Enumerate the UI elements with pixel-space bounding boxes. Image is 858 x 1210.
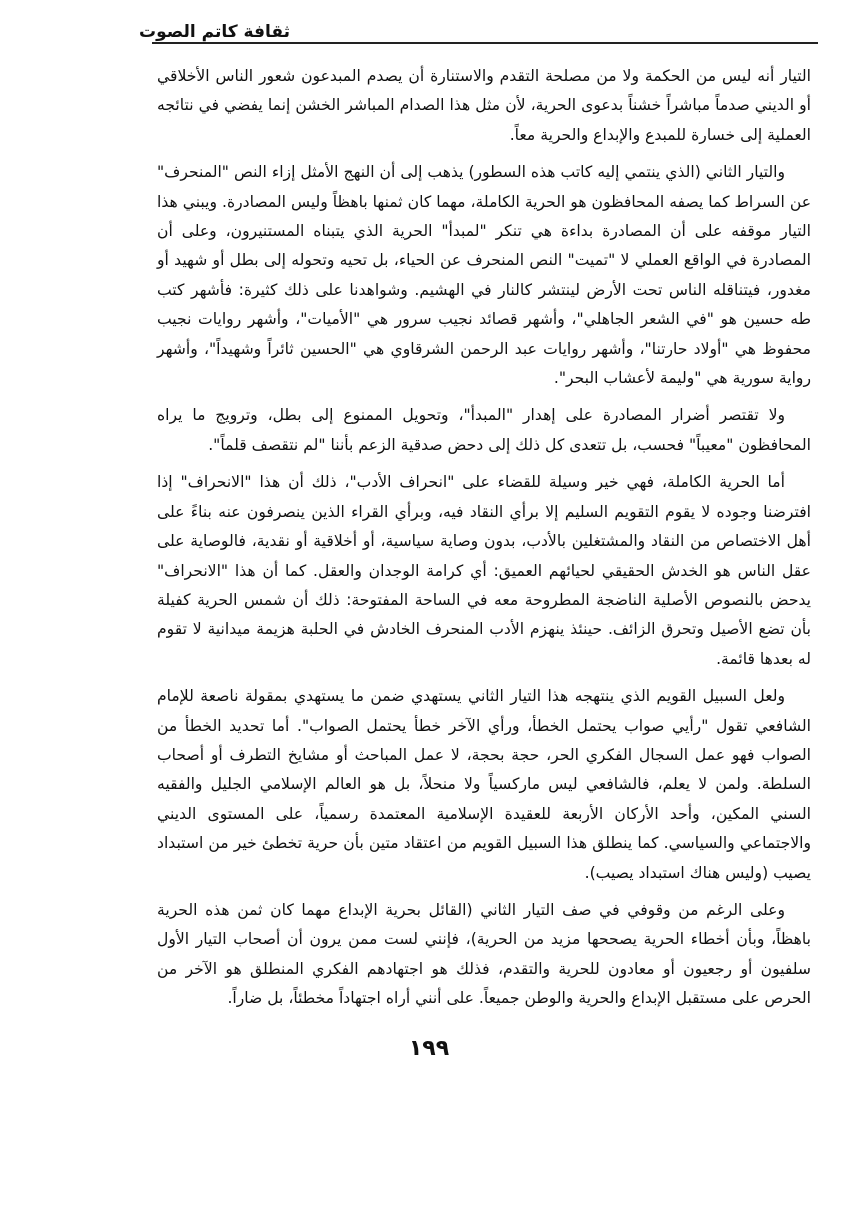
page-number: ١٩٩: [408, 1036, 450, 1061]
paragraph-2: والتيار الثاني (الذي ينتمي إليه كاتب هذه السطور) يذهب إلى أن النهج الأمثل إزاء النص "المنحرف" عن السراط كما يصفه المحافظون هو الحرية الكاملة، مهما كان ثمنها باهظاً وليس المصادرة. ويبني هذا التيار موقفه على أن المصادرة بداءة هي تنكر "لمبدأ" الحرية الذي يتبناه المستنيرون، وعلى أن المصادرة في الواقع العملي لا "تميت" النص المنحرف عن الحياء، بل تحيه وتحوله إلى بطل أو شهيد أو مغدور، فيتناقله الناس تحت الأرض لينتشر كالنار في الهشيم. وشواهدنا على ذلك كثيرة: فأشهر كتب طه حسين هو "في الشعر الجاهلي"، وأشهر قصائد نجيب سرور هي "الأميات"، وأشهر روايات نجيب محفوظ هي "أولاد حارتنا"، وأشهر روايات عبد الرحمن الشرقاوي هي "الحسين ثائراً وشهيداً"، وأشهر رواية سورية هي "وليمة لأعشاب البحر".: [157, 163, 811, 388]
paragraph-5: ولعل السبيل القويم الذي ينتهجه هذا التيار الثاني يستهدي ضمن ما يستهدي بمقولة ناصعة للإمام الشافعي تقول "رأيي صواب يحتمل الخطأ، ورأي الآخر خطأ يحتمل الصواب". أما تحديد الخطأ من الصواب فهو عمل السجال الفكري الحر، حجة بحجة، لا عمل المباحث أو مشايخ التطرف أو أصحاب السلطة. ولمن لا يعلم، فالشافعي ليس ماركسياً ولا منحلاً، بل هو العالم الإسلامي الجليل والفقيه السني المكين، وأحد الأركان الأربعة للعقيدة الإسلامية المعتمدة رسمياً، على المستوى الديني والاجتماعي والسياسي. كما ينطلق هذا السبيل القويم من اعتقاد متين بأن حرية تخطئ خير من استبداد يصيب (وليس هناك استبداد يصيب).: [157, 687, 811, 882]
paragraph-3: ولا تقتصر أضرار المصادرة على إهدار "المبدأ"، وتحويل الممنوع إلى بطل، وترويج ما يراه المحافظون "معيباً" فحسب، بل تتعدى كل ذلك إلى دحض صدقية الزعم بأننا "لم نتقصف قلماً".: [157, 406, 811, 454]
body-text: [157, 62, 811, 1014]
paragraph-1: التيار أنه ليس من الحكمة ولا من مصلحة التقدم والاستنارة أن يصدم المبدعون شعور الناس الأخلاقي أو الديني صدماً مباشراً خشناً بدعوى الحرية، لأن مثل هذا الصدام المباشر الخشن إنما يفضي في نتائجه العملية إلى خسارة للمبدع والإبداع والحرية معاً.: [157, 67, 811, 144]
running-head-title: ثقافة كاتم الصوت: [139, 22, 290, 42]
paragraph-6: وعلى الرغم من وقوفي في صف التيار الثاني (القائل بحرية الإبداع مهما كان ثمن هذه الحرية باهظاً، وبأن أخطاء الحرية يصححها مزيد من الحرية)، فإنني لست ممن يرون أن أصحاب التيار الأول سلفيون أو رجعيون أو معادون للحرية والتقدم، فذلك هو اجتهادهم الفكري المنطلق هو الآخر من الحرص على مستقبل الإبداع والحرية والوطن جميعاً. على أنني أراه اجتهاداً مخطئاً، بل ضاراً.: [157, 900, 811, 1008]
paragraph-4: أما الحرية الكاملة، فهي خير وسيلة للقضاء على "انحراف الأدب"، ذلك أن هذا "الانحراف" إذا افترضنا وجوده لا يقوم التقويم السليم إلا برأي النقاد فيه، وبرأي القراء الذين ينصرفون عنه بناءً على أهل الاختصاص من النقاد والمشتغلين بالأدب، بدون وصاية سياسية، أو أخلاقية أو نقدية، فالوصاية على عقل الناس هو الخدش الحقيقي لحيائهم العميق: أي كرامة الوجدان والعقل. كما أن هذا "الانحراف" يدحض بالنصوص الأصلية الناضجة المطروحة معه في الساحة المفتوحة: ذلك أن شمس الحرية كفيلة بأن تضع الأصيل وتحرق الزائف. حينئذ ينهزم الأدب المنحرف الخادش في الحلبة هزيمة ميدانية لا تقوم له بعدها قائمة.: [157, 473, 811, 668]
running-head: [140, 18, 818, 48]
running-head-rule: [152, 42, 818, 44]
